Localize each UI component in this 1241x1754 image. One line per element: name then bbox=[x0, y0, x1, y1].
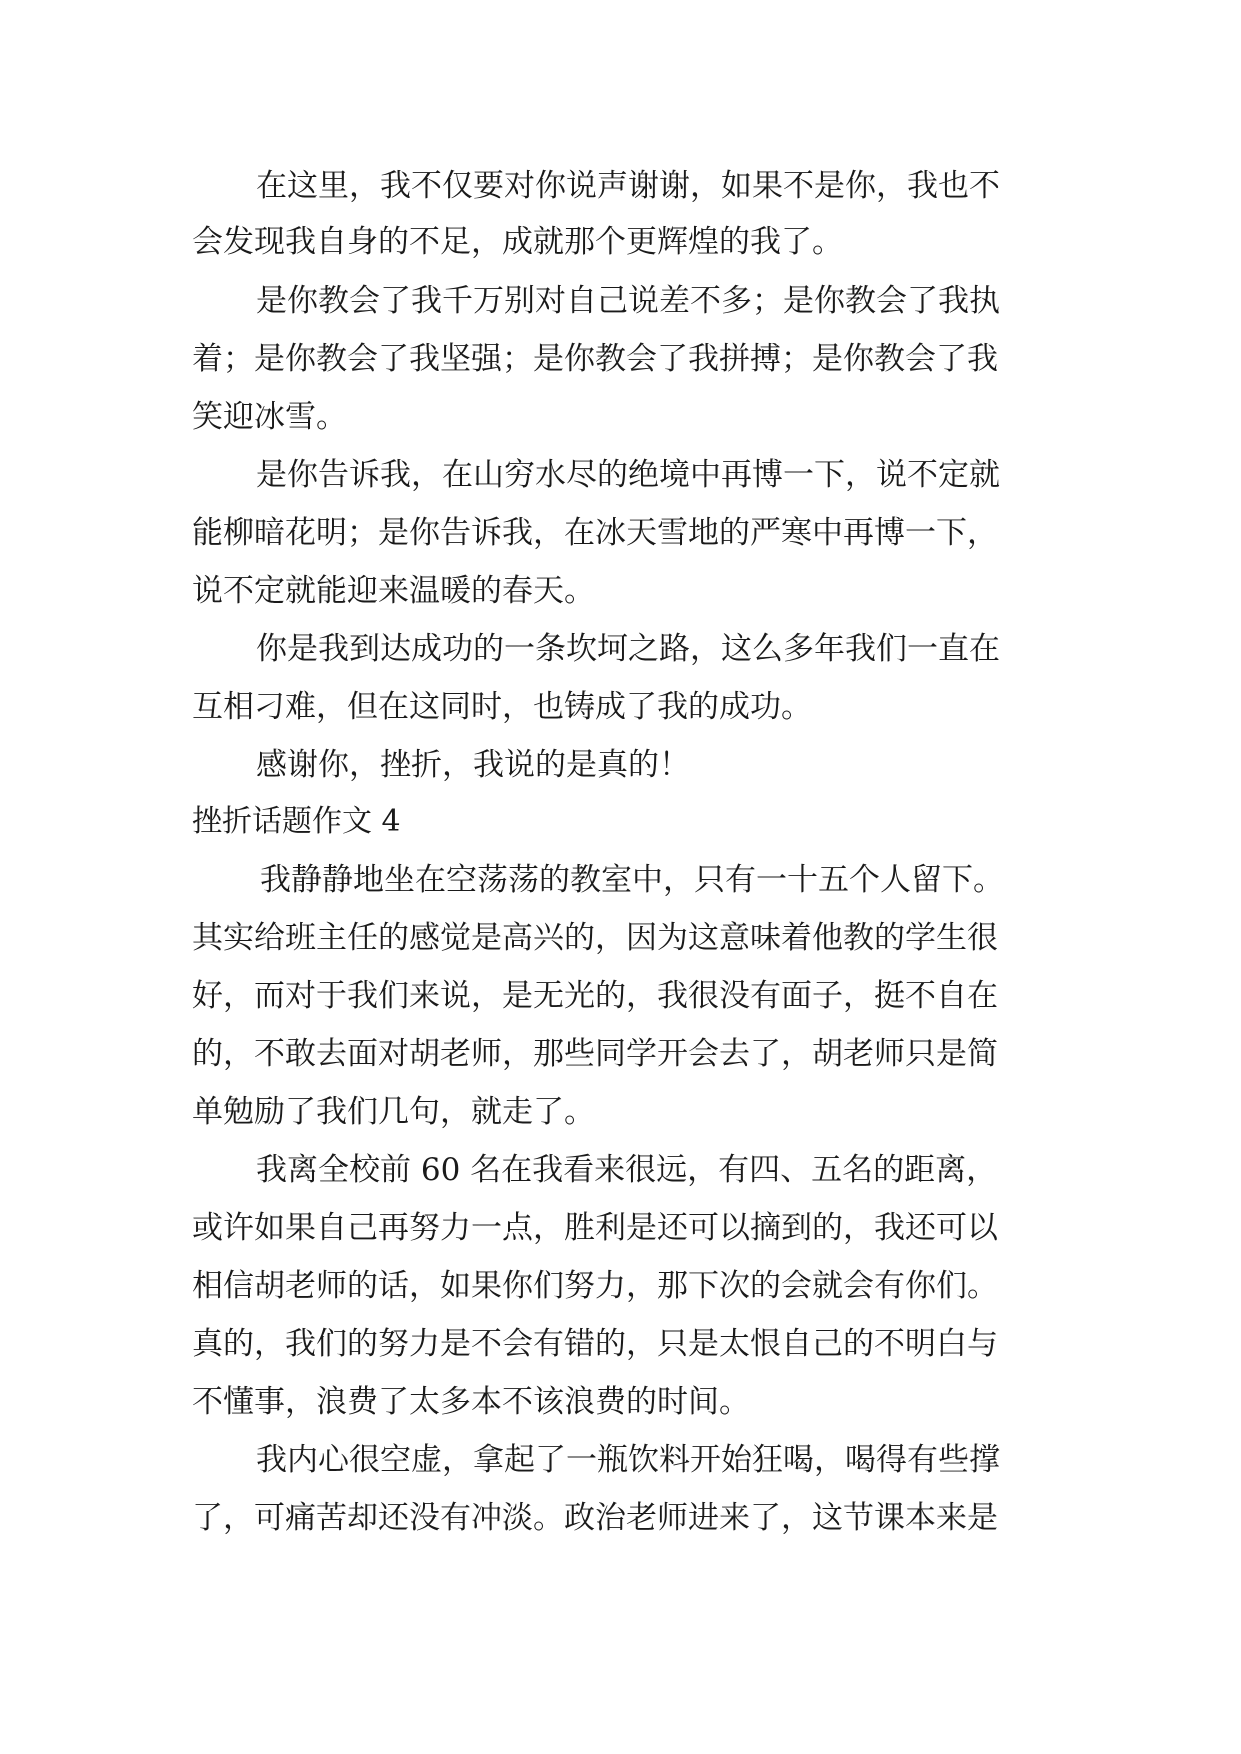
text-line: 会发现我自身的不足，成就那个更辉煌的我了。 bbox=[192, 224, 843, 260]
text-line: 或许如果自己再努力一点，胜利是还可以摘到的，我还可以 bbox=[192, 1210, 998, 1246]
text-line: 相信胡老师的话，如果你们努力，那下次的会就会有你们。 bbox=[192, 1268, 998, 1304]
text-line: 能柳暗花明；是你告诉我，在冰天雪地的严寒中再博一下， bbox=[192, 515, 998, 551]
text-line: 是你告诉我，在山穷水尽的绝境中再博一下，说不定就 bbox=[256, 457, 1000, 493]
text-line: 好，而对于我们来说，是无光的，我很没有面子，挺不自在 bbox=[192, 978, 998, 1014]
text-line: 不懂事，浪费了太多本不该浪费的时间。 bbox=[192, 1384, 750, 1420]
text-line: 着；是你教会了我坚强；是你教会了我拼搏；是你教会了我 bbox=[192, 341, 998, 377]
text-line: 是你教会了我千万别对自己说差不多；是你教会了我执 bbox=[256, 283, 1000, 319]
text-line: 感谢你，挫折，我说的是真的！ bbox=[256, 747, 690, 783]
text-line: 我内心很空虚，拿起了一瓶饮料开始狂喝，喝得有些撑 bbox=[256, 1442, 1000, 1478]
text-line: 在这里，我不仅要对你说声谢谢，如果不是你，我也不 bbox=[256, 168, 1000, 204]
text-line: 真的，我们的努力是不会有错的，只是太恨自己的不明白与 bbox=[192, 1326, 998, 1362]
text-line: 其实给班主任的感觉是高兴的，因为这意味着他教的学生很 bbox=[192, 920, 998, 956]
text-line: 我离全校前 60 名在我看来很远，有四、五名的距离， bbox=[256, 1152, 998, 1188]
text-line: 互相刁难，但在这同时，也铸成了我的成功。 bbox=[192, 689, 812, 725]
section-heading: 挫折话题作文 4 bbox=[192, 804, 401, 839]
text-line: 笑迎冰雪。 bbox=[192, 399, 347, 435]
text-line: 了，可痛苦却还没有冲淡。政治老师进来了，这节课本来是 bbox=[192, 1500, 998, 1536]
text-line: 说不定就能迎来温暖的春天。 bbox=[192, 573, 595, 609]
text-line: 你是我到达成功的一条坎坷之路，这么多年我们一直在 bbox=[256, 631, 1000, 667]
text-line: 的，不敢去面对胡老师，那些同学开会去了，胡老师只是简 bbox=[192, 1036, 998, 1072]
text-line: 单勉励了我们几句，就走了。 bbox=[192, 1094, 595, 1130]
text-line: 我静静地坐在空荡荡的教室中，只有一十五个人留下。 bbox=[260, 862, 1004, 898]
